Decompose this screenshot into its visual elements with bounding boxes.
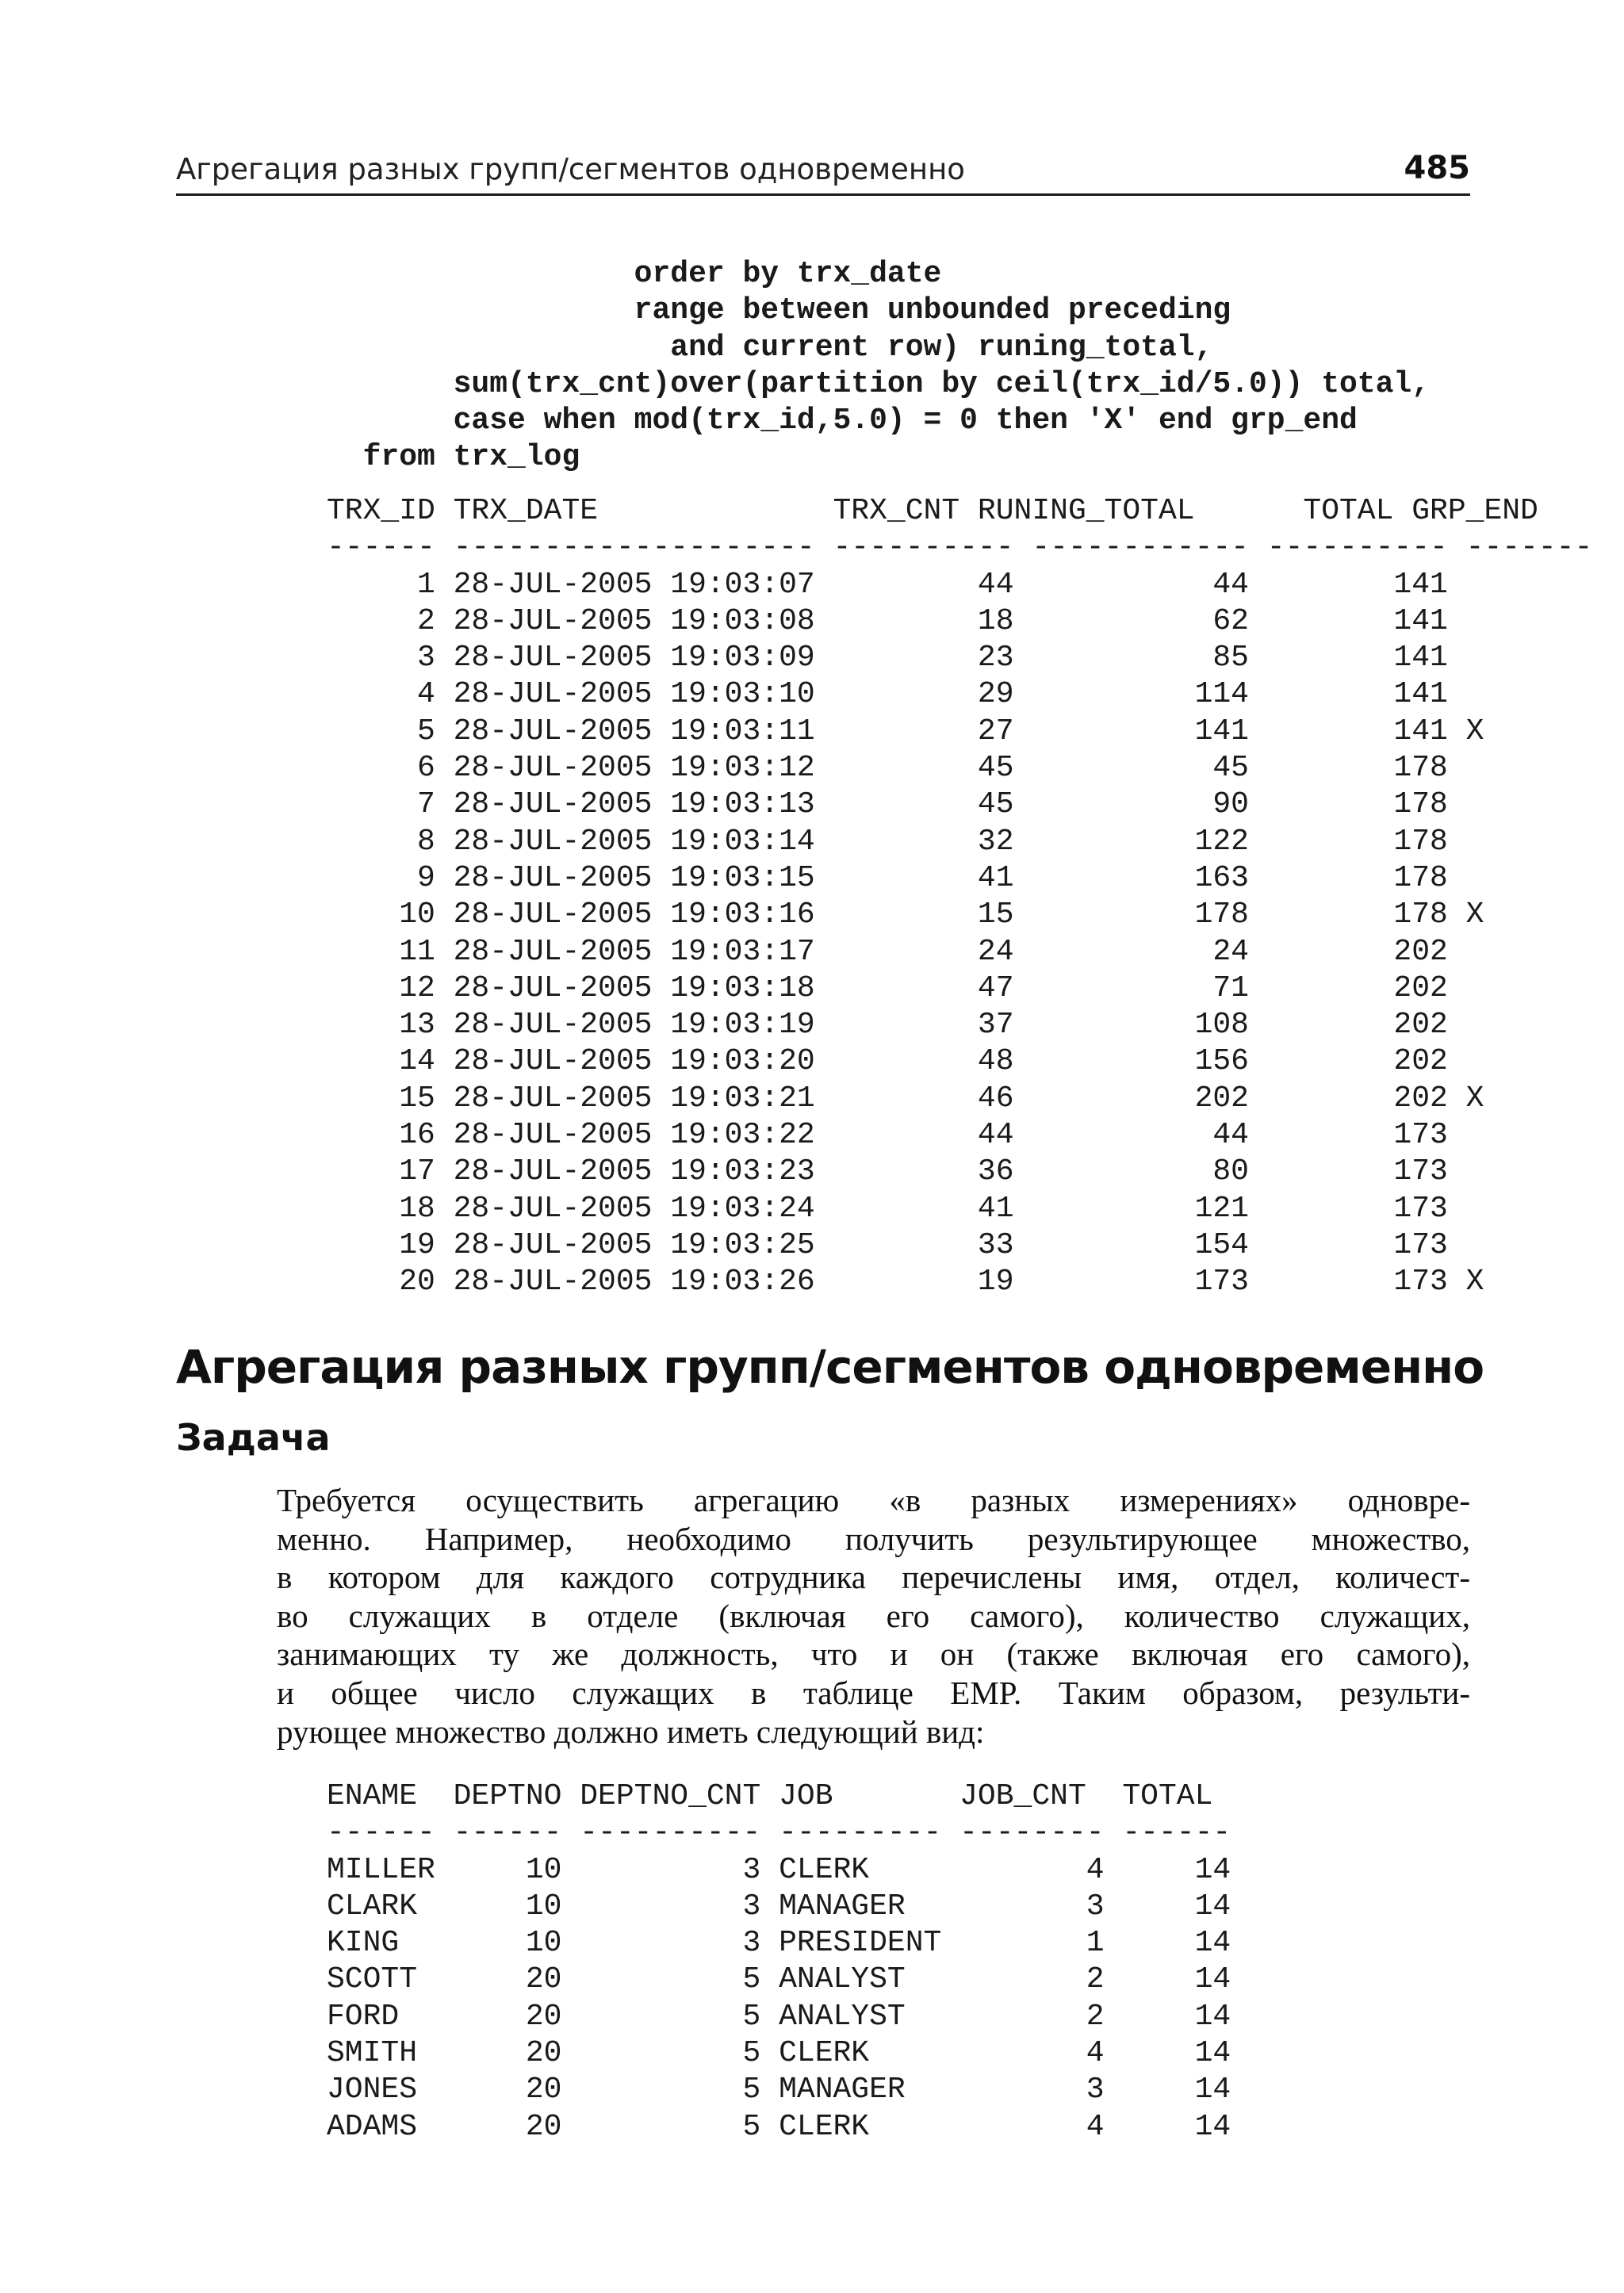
table-row: JONES 20 5 MANAGER 3 14 [327,2073,1231,2107]
table-row: 12 28-JUL-2005 19:03:18 47 71 202 [327,970,1448,1005]
sql-query-code [327,256,1430,477]
page-number: 485 [1404,150,1470,186]
table-row: 17 28-JUL-2005 19:03:23 36 80 173 [327,1154,1448,1189]
table-row: 8 28-JUL-2005 19:03:14 32 122 178 [327,824,1448,859]
code-line: from trx_log [327,440,580,475]
table-row: 11 28-JUL-2005 19:03:17 24 24 202 [327,934,1448,969]
table-row: 15 28-JUL-2005 19:03:21 46 202 202 X [327,1081,1484,1116]
table-separator-line: ------ -------------------- ---------- ------------ ---------- ------- [327,530,1593,565]
code-line: sum(trx_cnt)over(partition by ceil(trx_id/5.0)) total, [327,366,1431,401]
table-row: 19 28-JUL-2005 19:03:25 33 154 173 [327,1227,1448,1262]
table-row: ADAMS 20 5 CLERK 4 14 [327,2109,1231,2144]
code-line: range between unbounded preceding [327,293,1231,328]
table-row: SCOTT 20 5 ANALYST 2 14 [327,1962,1231,1997]
table-row: SMITH 20 5 CLERK 4 14 [327,2036,1231,2071]
table-row: 20 28-JUL-2005 19:03:26 19 173 173 X [327,1265,1484,1300]
table-row: 13 28-JUL-2005 19:03:19 37 108 202 [327,1008,1448,1043]
table-row: 2 28-JUL-2005 19:03:08 18 62 141 [327,603,1448,638]
paragraph-line: менно. Например, необходимо получить результирующее множество, [277,1520,1470,1557]
paragraph-line: рующее множество должно иметь следующий вид: [277,1713,985,1750]
table-row: 10 28-JUL-2005 19:03:16 15 178 178 X [327,898,1484,932]
table-row: 1 28-JUL-2005 19:03:07 44 44 141 [327,567,1448,602]
table-row: 4 28-JUL-2005 19:03:10 29 114 141 [327,677,1448,712]
table-header-line: TRX_ID TRX_DATE TRX_CNT RUNING_TOTAL TOTAL GRP_END [327,494,1538,528]
table-row: 3 28-JUL-2005 19:03:09 23 85 141 [327,641,1448,676]
table-row: 16 28-JUL-2005 19:03:22 44 44 173 [327,1118,1448,1153]
table-rows [327,567,1592,1301]
table-row: 9 28-JUL-2005 19:03:15 41 163 178 [327,860,1448,895]
table-rows [327,1852,1231,2146]
table-row: FORD 20 5 ANALYST 2 14 [327,1999,1231,2034]
paragraph-line: в котором для каждого сотрудника перечислены имя, отдел, количест- [277,1559,1470,1596]
code-line: case when mod(trx_id,5.0) = 0 then 'X' end grp_end [327,404,1358,438]
table-row: 18 28-JUL-2005 19:03:24 41 121 173 [327,1191,1448,1226]
running-title: Агрегация разных групп/сегментов одновременно [176,152,965,186]
table-row: CLARK 10 3 MANAGER 3 14 [327,1889,1231,1924]
paragraph-line: и общее число служащих в таблице EMP. Таким образом, результи- [277,1674,1470,1711]
result-table-trx-log [327,493,1592,1301]
section-title: Агрегация разных групп/сегментов одновременно [176,1340,1484,1394]
table-row: 14 28-JUL-2005 19:03:20 48 156 202 [327,1044,1448,1079]
task-paragraph [277,1481,1470,1751]
table-row: 7 28-JUL-2005 19:03:13 45 90 178 [327,787,1448,822]
code-line: order by trx_date [327,257,942,291]
table-row: KING 10 3 PRESIDENT 1 14 [327,1926,1231,1961]
table-row: 5 28-JUL-2005 19:03:11 27 141 141 X [327,714,1484,748]
paragraph-line: во служащих в отделе (включая его самого), количество служащих, [277,1597,1470,1634]
paragraph-line: Требуется осуществить агрегацию «в разных измерениях» одновре- [277,1482,1470,1518]
table-row: 6 28-JUL-2005 19:03:12 45 45 178 [327,751,1448,786]
paragraph-line: занимающих ту же должность, что и он (также включая его самого), [277,1636,1470,1673]
table-row: MILLER 10 3 CLERK 4 14 [327,1852,1231,1887]
table-header-line: ENAME DEPTNO DEPTNO_CNT JOB JOB_CNT TOTAL [327,1779,1213,1813]
running-header [176,149,1470,196]
code-line: and current row) runing_total, [327,330,1213,365]
subsection-title: Задача [176,1416,331,1459]
table-separator-line: ------ ------ ---------- --------- -------- ------ [327,1816,1231,1851]
result-table-emp [327,1778,1231,2146]
